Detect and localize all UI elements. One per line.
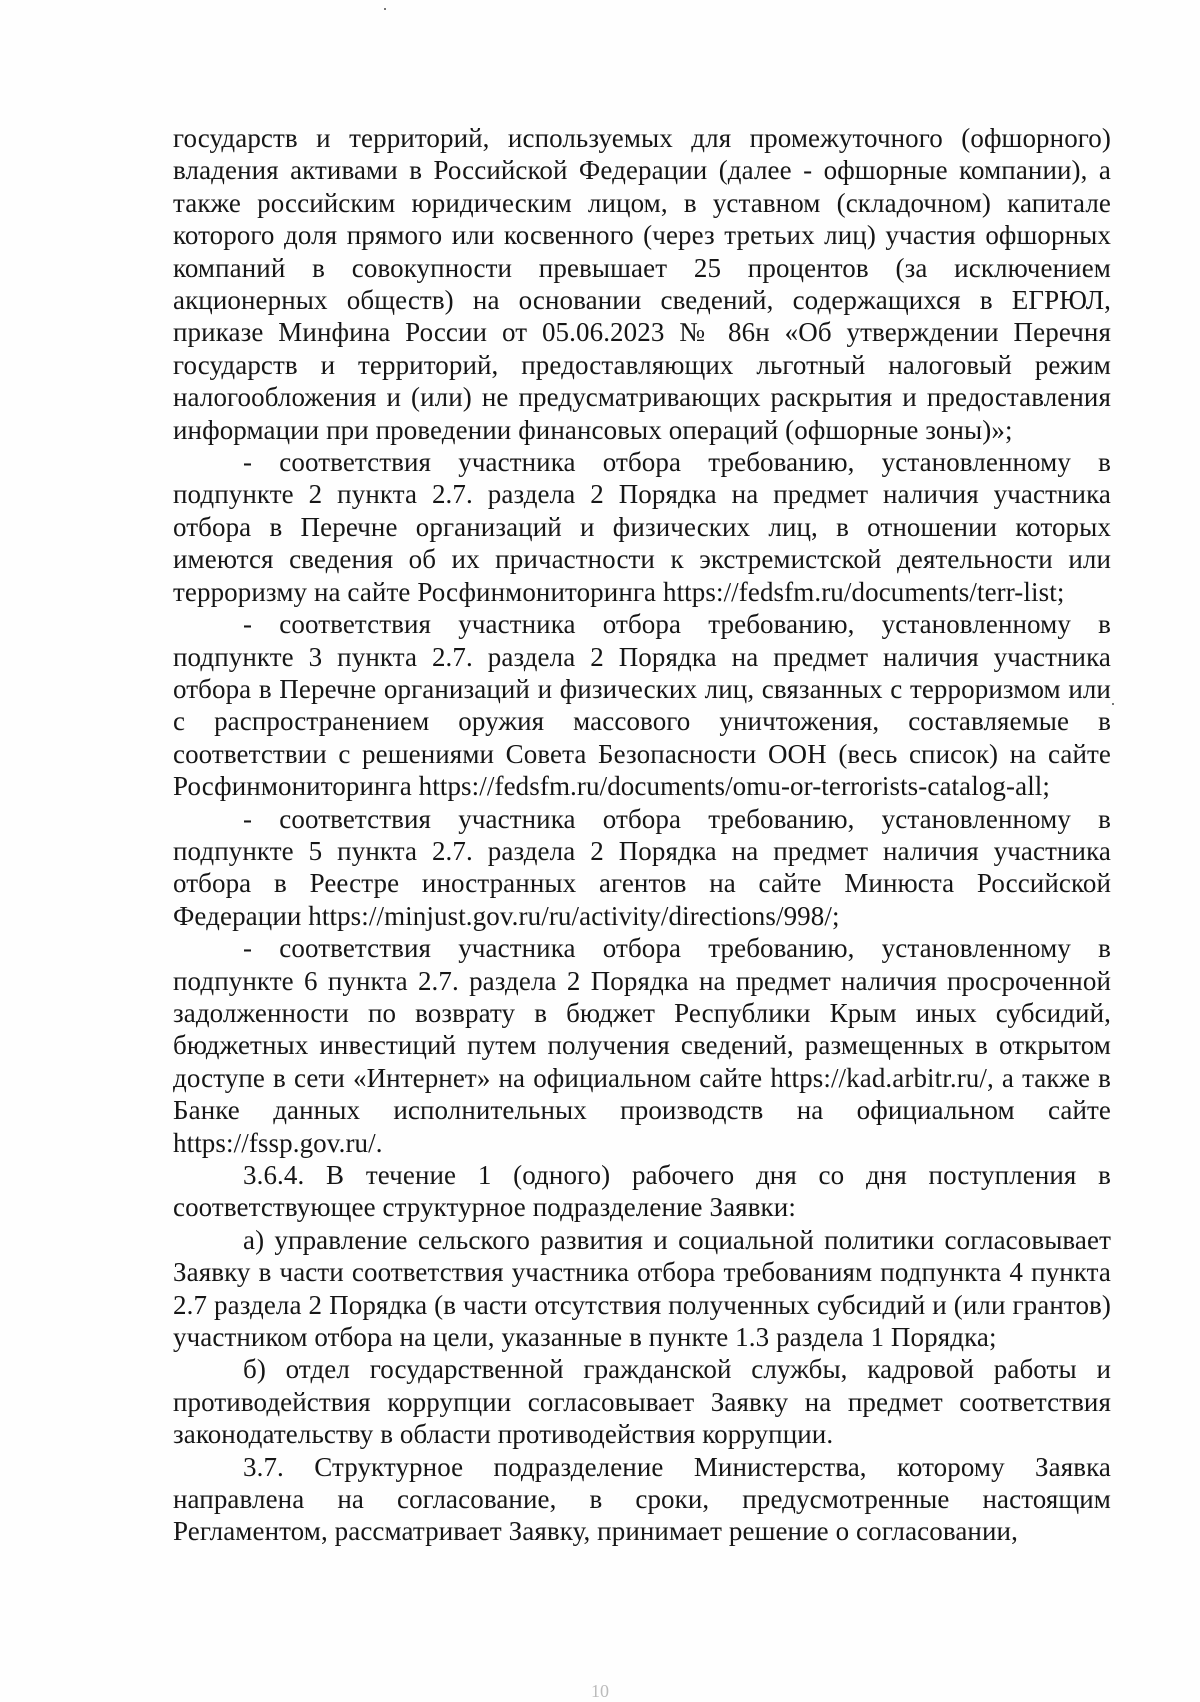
paragraph-check-wmd-list: - соответствия участника отбора требованию, установленному в подпункте 3 пункта 2.7. раздела 2 Порядка на предмет наличия участника отбора в Перечне организаций и физических лиц, связанных с терроризмом или с распространением оружия массового уничтожения, составляемые в соответствии с решениями Совета Безопасности ООН (весь список) на сайте Росфинмониторинга https://fedsfm.ru/documents/omu-or-terrorists-catalog-all;: [173, 609, 1111, 802]
paragraph-3-7: 3.7. Структурное подразделение Министерства, которому Заявка направлена на согласование, в сроки, предусмотренные настоящим Регламентом, рассматривает Заявку, принимает решение о согласовании,: [173, 1451, 1111, 1547]
paragraph-check-foreign-agents: - соответствия участника отбора требованию, установленному в подпункте 5 пункта 2.7. раздела 2 Порядка на предмет наличия участника отбора в Реестре иностранных агентов на сайте Минюста Российской Федерации https://minjust.gov.ru/ru/activity/directions/998/;: [173, 803, 1111, 931]
paragraph-3-6-4: 3.6.4. В течение 1 (одного) рабочего дня со дня поступления в соответствующее структурное подразделение Заявки:: [173, 1160, 1111, 1223]
paragraph-item-a: а) управление сельского развития и социальной политики согласовывает Заявку в части соответствия участника отбора требованиям подпункта 4 пункта 2.7 раздела 2 Порядка (в части отсутствия полученных субсидий и (или грантов) участником отбора на цели, указанные в пункте 1.3 раздела 1 Порядка;: [173, 1224, 1111, 1353]
paragraph-check-terror-list: - соответствия участника отбора требованию, установленному в подпункте 2 пункта 2.7. раздела 2 Порядка на предмет наличия участника отбора в Перечне организаций и физических лиц, в отношении которых имеются сведения об их причастности к экстремистской деятельности или терроризму на сайте Росфинмониторинга https://fedsfm.ru/documents/terr-list;: [173, 447, 1111, 607]
scan-speck: [384, 8, 386, 10]
page-number: 10: [591, 1681, 609, 1701]
paragraph-item-b: б) отдел государственной гражданской службы, кадровой работы и противодействия коррупции согласовывает Заявку на предмет соответствия законодательству в области противодействия коррупции.: [173, 1354, 1111, 1450]
paragraph-check-debt: - соответствия участника отбора требованию, установленному в подпункте 6 пункта 2.7. раздела 2 Порядка на предмет наличия просроченной задолженности по возврату в бюджет Республики Крым иных субсидий, бюджетных инвестиций путем получения сведений, размещенных в открытом доступе в сети «Интернет» на официальном сайте https://kad.arbitr.ru/, а также в Банке данных исполнительных производств на официальном сайте https://fssp.gov.ru/.: [173, 933, 1111, 1158]
paragraph-offshore-continuation: государств и территорий, используемых для промежуточного (офшорного) владения активами в Российской Федерации (далее - офшорные компании), а также российским юридическим лицом, в уставном (складочном) капитале которого доля прямого или косвенного (через третьих лиц) участия офшорных компаний в совокупности превышает 25 процентов (за исключением акционерных обществ) на основании сведений, содержащихся в ЕГРЮЛ, приказе Минфина России от 05.06.2023 № 86н «Об утверждении Перечня государств и территорий, предоставляющих льготный налоговый режим налогообложения и (или) не предусматривающих раскрытия и предоставления информации при проведении финансовых операций (офшорные зоны)»;: [173, 123, 1111, 445]
scan-speck: [1112, 703, 1114, 705]
document-body: [173, 122, 1111, 1548]
